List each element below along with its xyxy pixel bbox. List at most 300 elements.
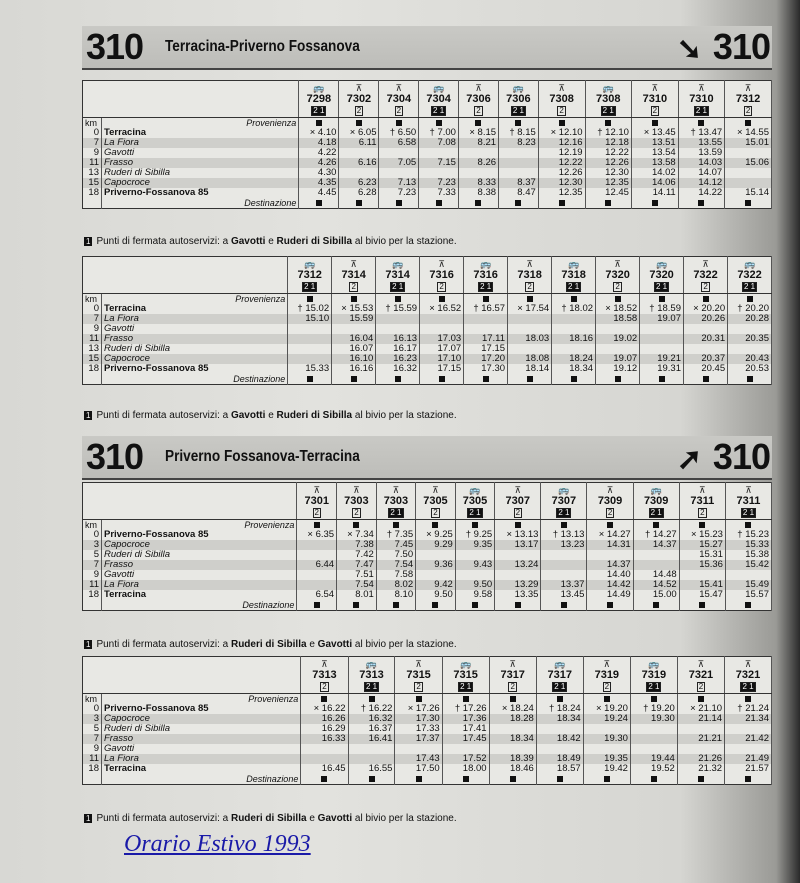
footer-title[interactable]: Orario Estivo 1993	[124, 831, 311, 857]
time-cell: 18.57	[536, 764, 583, 774]
time-cell: 18.14	[508, 364, 552, 374]
km-value: 18	[83, 590, 102, 600]
time-cell: 17.15	[464, 344, 508, 354]
square-marker-icon	[651, 776, 657, 782]
train-icon: ⊼	[415, 659, 422, 669]
time-cell: 19.44	[630, 754, 677, 764]
note-stop: Gavotti	[317, 639, 353, 650]
square-marker-icon	[604, 776, 610, 782]
station-name: Gavotti	[102, 744, 301, 754]
time-cell: 18.16	[552, 334, 596, 344]
time-cell	[552, 314, 596, 324]
time-cell: 19.42	[583, 764, 630, 774]
km-value: 13	[83, 344, 102, 354]
square-marker-icon	[527, 376, 533, 382]
class-badge: 2 1	[313, 106, 325, 115]
footnote	[84, 813, 457, 824]
time-cell: 17.10	[420, 354, 464, 364]
train-number: 7308	[596, 93, 621, 105]
station-name: La Fiora	[102, 580, 297, 590]
destinazione-marker	[288, 374, 332, 385]
time-cell: 4.30	[299, 168, 339, 178]
destinazione-marker	[552, 374, 596, 385]
time-cell	[348, 744, 395, 754]
square-marker-icon	[653, 602, 659, 608]
time-cell: 9.35	[455, 540, 494, 550]
time-cell: × 7.34	[337, 530, 377, 540]
class-badge: 2 1	[433, 106, 445, 115]
square-marker-icon	[356, 200, 362, 206]
bus-icon: 🚌	[648, 659, 660, 669]
time-cell: 18.24	[552, 354, 596, 364]
time-cell: 20.31	[683, 334, 727, 344]
destinazione-marker	[679, 600, 725, 611]
time-cell: † 13.47	[678, 128, 724, 138]
km-value: 11	[83, 158, 102, 168]
km-value: 9	[83, 570, 102, 580]
class-badge: 2 1	[390, 508, 402, 517]
square-marker-icon	[527, 296, 533, 302]
destinazione-marker	[458, 198, 498, 209]
train-icon: ⊼	[353, 485, 360, 495]
square-marker-icon	[615, 376, 621, 382]
square-marker-icon	[395, 296, 401, 302]
square-marker-icon	[353, 522, 359, 528]
time-cell: 8.26	[458, 158, 498, 168]
note-stop: Ruderi di Sibilla	[230, 639, 307, 650]
square-marker-icon	[314, 602, 320, 608]
square-marker-icon	[659, 376, 665, 382]
station-name: Ruderi di Sibilla	[102, 550, 297, 560]
footnote-marker-icon: 1	[86, 814, 91, 823]
time-cell: 21.26	[677, 754, 724, 764]
time-cell: 21.57	[725, 764, 772, 774]
time-cell: 7.47	[337, 560, 377, 570]
bus-icon: 🚌	[469, 485, 481, 495]
time-cell: × 16.22	[301, 704, 348, 714]
time-cell: 7.54	[337, 580, 377, 590]
time-cell: 13.24	[495, 560, 541, 570]
time-cell: 19.12	[596, 364, 640, 374]
train-header	[640, 257, 684, 294]
bus-icon: 🚌	[392, 259, 404, 269]
train-icon: ⊼	[475, 83, 482, 93]
square-marker-icon	[571, 376, 577, 382]
class-badge: 2	[396, 106, 402, 115]
bus-icon: 🚌	[304, 259, 316, 269]
train-icon: ⊼	[603, 659, 611, 669]
train-header	[376, 483, 415, 520]
time-cell: 7.50	[376, 550, 415, 560]
train-number: 7305	[462, 495, 488, 507]
time-cell: 9.29	[416, 540, 456, 550]
time-cell: 15.06	[725, 158, 772, 168]
km-blank	[83, 600, 102, 611]
time-cell: 7.15	[419, 158, 459, 168]
time-cell: 16.10	[332, 354, 376, 364]
time-cell: 4.18	[299, 138, 339, 148]
square-marker-icon	[745, 602, 751, 608]
square-marker-icon	[510, 776, 516, 782]
train-number: 7298	[306, 93, 332, 105]
destinazione-marker	[499, 198, 539, 209]
time-cell: 14.02	[631, 168, 678, 178]
class-badge: 2 1	[742, 682, 754, 691]
class-badge: 2	[433, 508, 438, 517]
km-value: 11	[83, 754, 102, 764]
station-name: Priverno-Fossanova 85	[102, 188, 299, 198]
train-icon: ⊼	[558, 83, 565, 93]
train-number: 7309	[597, 495, 623, 507]
time-cell: 18.49	[536, 754, 583, 764]
time-cell: 16.17	[376, 344, 420, 354]
destinazione-marker	[332, 374, 376, 385]
train-icon: ⊼	[697, 659, 705, 669]
time-cell: × 13.13	[495, 530, 541, 540]
train-icon: ⊼	[699, 485, 706, 495]
train-icon: ⊼	[395, 83, 403, 93]
train-header	[585, 81, 631, 118]
destinazione-label: Destinazione	[102, 774, 301, 785]
class-badge: 2	[439, 282, 444, 291]
train-header	[541, 483, 587, 520]
time-cell	[499, 148, 539, 158]
train-header	[301, 657, 348, 694]
station-name: Frasso	[102, 334, 288, 344]
time-cell	[297, 540, 337, 550]
time-cell: 13.45	[541, 590, 587, 600]
bus-icon: 🚌	[554, 659, 566, 669]
note-text: e	[265, 410, 277, 421]
time-cell: 18.34	[552, 364, 596, 374]
time-cell: 21.42	[725, 734, 772, 744]
destinazione-marker	[678, 198, 724, 209]
time-cell: † 16.57	[464, 304, 508, 314]
time-cell: 9.58	[455, 590, 494, 600]
destinazione-marker	[376, 374, 420, 385]
train-number: 7317	[500, 669, 525, 681]
time-cell	[508, 314, 552, 324]
train-icon: ⊼	[438, 259, 445, 269]
footnote	[84, 639, 457, 650]
time-cell: 17.15	[420, 364, 464, 374]
station-name: Terracina	[102, 590, 297, 600]
time-cell: 8.23	[499, 138, 539, 148]
time-cell: 17.45	[442, 734, 489, 744]
time-cell: 15.31	[679, 550, 725, 560]
class-badge: 2	[607, 508, 613, 517]
time-cell: 20.43	[728, 354, 772, 364]
train-header	[416, 483, 456, 520]
time-cell: 17.03	[420, 334, 464, 344]
time-cell: † 21.24	[725, 704, 772, 714]
train-icon: ⊼	[355, 83, 363, 93]
time-cell: 17.30	[395, 714, 442, 724]
time-cell: × 16.52	[420, 304, 464, 314]
time-cell: 21.21	[677, 734, 724, 744]
destinazione-marker	[299, 198, 339, 209]
class-badge: 2	[351, 282, 356, 291]
km-value: 18	[83, 764, 102, 774]
time-cell: × 14.55	[725, 128, 772, 138]
train-header	[552, 257, 596, 294]
time-cell: 4.45	[299, 188, 339, 198]
train-header	[633, 483, 679, 520]
train-header	[677, 657, 724, 694]
station-row	[83, 540, 772, 550]
square-marker-icon	[475, 120, 481, 126]
train-number: 7310	[689, 93, 714, 105]
class-badge: 2	[416, 682, 421, 691]
time-cell: † 18.02	[552, 304, 596, 314]
square-marker-icon	[316, 120, 322, 126]
train-icon: ⊼	[509, 659, 516, 669]
square-marker-icon	[483, 376, 489, 382]
train-header	[725, 81, 772, 118]
time-cell: 18.58	[596, 314, 640, 324]
time-cell: 12.26	[585, 158, 631, 168]
square-marker-icon	[515, 602, 521, 608]
class-badge: 2 1	[742, 508, 755, 517]
time-cell: 18.00	[442, 764, 489, 774]
train-header	[679, 483, 725, 520]
note-text: Punti di fermata autoservizi: a	[96, 236, 231, 247]
time-cell: × 19.20	[583, 704, 630, 714]
time-cell: 20.45	[683, 364, 727, 374]
destinazione-marker	[455, 600, 494, 611]
train-header	[495, 483, 541, 520]
destinazione-marker	[376, 600, 415, 611]
class-badge: 2	[652, 106, 658, 115]
train-icon: ⊼	[745, 485, 752, 495]
square-marker-icon	[316, 200, 322, 206]
time-cell: 17.50	[395, 764, 442, 774]
station-row	[83, 734, 772, 744]
time-cell: 8.01	[337, 590, 377, 600]
time-cell: † 20.20	[728, 304, 772, 314]
square-marker-icon	[432, 602, 438, 608]
square-marker-icon	[353, 602, 359, 608]
destinazione-marker	[585, 198, 631, 209]
time-cell: 14.22	[678, 188, 724, 198]
time-cell: 12.30	[585, 168, 631, 178]
time-cell: 13.58	[631, 158, 678, 168]
train-number: 7322	[693, 269, 718, 281]
time-cell: 16.37	[348, 724, 395, 734]
train-header	[464, 257, 508, 294]
km-label: km	[83, 694, 102, 705]
bus-icon: 🚌	[650, 485, 662, 495]
km-value: 3	[83, 714, 102, 724]
train-header	[419, 81, 459, 118]
time-cell: 15.49	[725, 580, 771, 590]
station-name: Frasso	[102, 734, 301, 744]
class-badge: 2	[356, 106, 362, 115]
time-cell: 17.52	[442, 754, 489, 764]
class-badge: 2 1	[558, 508, 570, 517]
time-cell	[499, 158, 539, 168]
time-cell: 12.22	[585, 148, 631, 158]
class-badge: 2 1	[365, 682, 378, 691]
km-value: 11	[83, 334, 102, 344]
time-cell: 8.10	[376, 590, 415, 600]
time-cell: 7.05	[379, 158, 419, 168]
destinazione-marker	[728, 374, 772, 385]
time-cell: 7.45	[376, 540, 415, 550]
square-marker-icon	[698, 696, 704, 702]
bus-icon: 🚌	[365, 659, 378, 669]
train-header	[583, 657, 630, 694]
destinazione-marker	[442, 774, 489, 785]
time-cell: 16.33	[301, 734, 348, 744]
time-cell	[297, 570, 337, 580]
train-icon: ⊼	[744, 659, 752, 669]
square-marker-icon	[307, 376, 313, 382]
train-number: 7313	[359, 669, 384, 681]
provenienza-label: Provenienza	[102, 520, 297, 531]
time-cell: 14.49	[587, 590, 633, 600]
time-cell: 14.37	[633, 540, 679, 550]
provenienza-label: Provenienza	[102, 294, 288, 305]
time-cell: 16.16	[332, 364, 376, 374]
note-text: al bivio per la stazione.	[352, 813, 457, 824]
time-cell: 16.41	[348, 734, 395, 744]
timetable	[82, 80, 772, 209]
square-marker-icon	[356, 120, 362, 126]
km-blank	[83, 374, 102, 385]
time-cell: † 7.35	[376, 530, 415, 540]
km-label: km	[83, 118, 102, 129]
time-cell: 4.35	[299, 178, 339, 188]
destinazione-marker	[508, 374, 552, 385]
train-header	[299, 81, 339, 118]
arrow-up-left-icon: ➚	[676, 443, 702, 476]
time-cell: 8.47	[499, 188, 539, 198]
time-cell: 13.17	[495, 540, 541, 550]
destinazione-marker	[379, 198, 419, 209]
time-cell: 19.07	[596, 354, 640, 364]
square-marker-icon	[652, 120, 658, 126]
line-number: 310	[86, 26, 144, 67]
destinazione-label: Destinazione	[102, 600, 297, 611]
class-badge: 2 1	[602, 106, 614, 115]
note-text: al bivio per la stazione.	[352, 639, 457, 650]
km-value: 9	[83, 744, 102, 754]
train-number: 7313	[312, 669, 337, 681]
class-badge: 2 1	[656, 282, 668, 291]
class-badge: 2 1	[512, 106, 524, 115]
time-cell: 16.32	[376, 364, 420, 374]
train-header	[630, 657, 677, 694]
time-cell: 17.37	[395, 734, 442, 744]
square-marker-icon	[745, 696, 751, 702]
class-badge: 2	[322, 682, 327, 691]
time-cell: × 20.20	[683, 304, 727, 314]
time-cell: 12.45	[585, 188, 631, 198]
square-marker-icon	[307, 296, 313, 302]
km-value: 7	[83, 734, 102, 744]
time-cell: 16.23	[376, 354, 420, 364]
timetable	[82, 256, 772, 385]
time-cell: 19.31	[640, 364, 684, 374]
time-cell: 16.07	[332, 344, 376, 354]
square-marker-icon	[559, 200, 565, 206]
time-cell: 12.16	[538, 138, 585, 148]
time-cell	[541, 550, 587, 560]
train-number: 7310	[642, 93, 668, 105]
note-text: Punti di fermata autoservizi: a	[96, 410, 231, 421]
class-badge: 2 1	[460, 682, 472, 691]
time-cell: 19.02	[596, 334, 640, 344]
time-cell: × 4.10	[299, 128, 339, 138]
class-badge: 2	[703, 282, 708, 291]
time-cell: 13.37	[541, 580, 587, 590]
destinazione-marker	[541, 600, 587, 611]
train-number: 7303	[344, 495, 369, 507]
square-marker-icon	[439, 376, 445, 382]
station-name: Ruderi di Sibilla	[102, 168, 299, 178]
destinazione-marker	[348, 774, 395, 785]
train-number: 7307	[551, 495, 577, 507]
train-header	[379, 81, 419, 118]
square-marker-icon	[698, 120, 704, 126]
square-marker-icon	[475, 200, 481, 206]
time-cell: 12.35	[538, 188, 585, 198]
square-marker-icon	[571, 296, 577, 302]
station-row	[83, 550, 772, 560]
time-cell: 9.43	[455, 560, 494, 570]
section-title: Terracina-Priverno Fossanova	[165, 38, 360, 55]
time-cell	[376, 314, 420, 324]
train-header	[297, 483, 337, 520]
class-badge: 2	[515, 508, 521, 517]
time-cell: 19.35	[583, 754, 630, 764]
time-cell: 19.24	[583, 714, 630, 724]
time-cell: 9.42	[416, 580, 456, 590]
train-number: 7317	[547, 669, 572, 681]
time-cell: 19.30	[630, 714, 677, 724]
destinazione-marker	[536, 774, 583, 785]
train-header	[288, 257, 332, 294]
destinazione-marker	[420, 374, 464, 385]
km-value: 0	[83, 530, 102, 540]
station-name: La Fiora	[102, 138, 299, 148]
time-cell: 14.31	[587, 540, 633, 550]
train-number: 7312	[735, 93, 761, 105]
destinazione-marker	[596, 374, 640, 385]
bus-icon: 🚌	[567, 259, 580, 269]
train-header	[631, 81, 678, 118]
destinazione-marker	[630, 774, 677, 785]
square-marker-icon	[472, 522, 478, 528]
provenienza-label: Provenienza	[102, 694, 301, 705]
km-value: 7	[83, 560, 102, 570]
train-icon: ⊼	[651, 83, 659, 93]
station-name: Priverno-Fossanova 85	[102, 704, 301, 714]
class-badge: 2	[510, 682, 515, 691]
train-icon: ⊼	[526, 259, 533, 269]
km-value: 5	[83, 550, 102, 560]
destinazione-marker	[301, 774, 348, 785]
square-marker-icon	[463, 696, 469, 702]
time-cell: 7.54	[376, 560, 415, 570]
bus-icon: 🚌	[480, 259, 492, 269]
time-cell: † 19.20	[630, 704, 677, 714]
time-cell: 18.03	[508, 334, 552, 344]
time-cell	[288, 344, 332, 354]
train-icon: ⊼	[321, 659, 328, 669]
destinazione-marker	[297, 600, 337, 611]
